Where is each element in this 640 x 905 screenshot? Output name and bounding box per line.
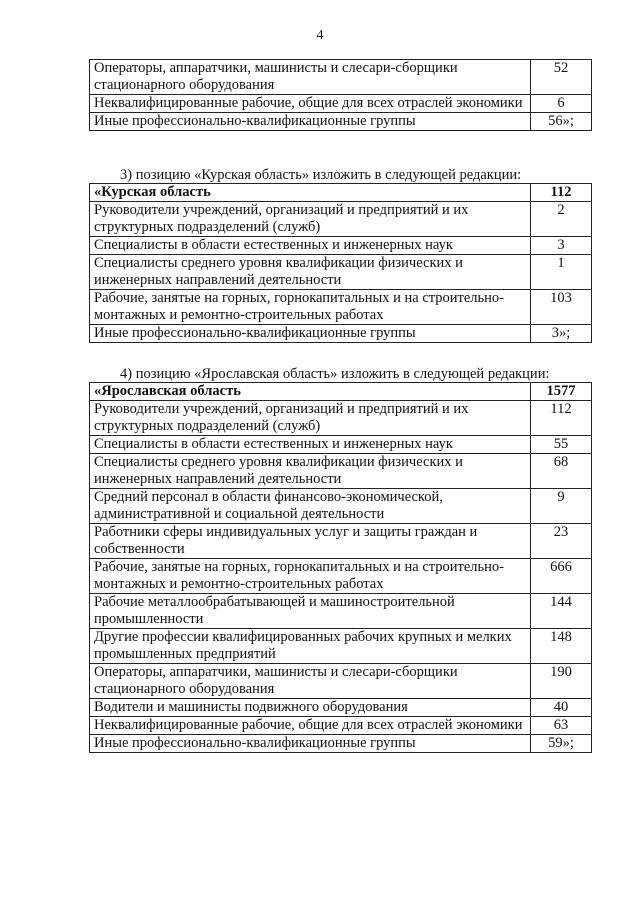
row-value: 68 xyxy=(531,454,592,489)
row-label: Другие профессии квалифицированных рабочих крупных и мелких промышленных предприятий xyxy=(90,629,531,664)
row-value: 55 xyxy=(531,436,592,454)
row-value: 190 xyxy=(531,664,592,699)
row-value: 52 xyxy=(531,60,592,95)
table-row xyxy=(90,255,592,290)
row-value: 2 xyxy=(531,202,592,237)
table-row xyxy=(90,699,592,717)
row-label: Руководители учреждений, организаций и предприятий и их структурных подразделений (служб) xyxy=(90,202,531,237)
table-row xyxy=(90,735,592,753)
table-row xyxy=(90,594,592,629)
region-name: «Ярославская область xyxy=(90,383,531,401)
table-row xyxy=(90,60,592,95)
row-label: Специалисты в области естественных и инженерных наук xyxy=(90,237,531,255)
region-name: «Курская область xyxy=(90,184,531,202)
table-row xyxy=(90,717,592,735)
row-value: 9 xyxy=(531,489,592,524)
table-row xyxy=(90,325,592,343)
yaroslavl-table xyxy=(89,382,592,753)
continuation-table xyxy=(89,59,592,131)
row-value: 144 xyxy=(531,594,592,629)
row-label: Специалисты среднего уровня квалификации физических и инженерных направлений деятельности xyxy=(90,454,531,489)
table-row xyxy=(90,524,592,559)
table-row xyxy=(90,559,592,594)
yaroslavl-intro-paragraph: 4) позицию «Ярославская область» изложить в следующей редакции: xyxy=(120,366,550,382)
kursk-table xyxy=(89,183,592,343)
row-label: Неквалифицированные рабочие, общие для всех отраслей экономики xyxy=(90,95,531,113)
table-row xyxy=(90,237,592,255)
table-row xyxy=(90,401,592,436)
row-value: 148 xyxy=(531,629,592,664)
row-value: 1 xyxy=(531,255,592,290)
region-total: 112 xyxy=(531,184,592,202)
row-value: 103 xyxy=(531,290,592,325)
table-row xyxy=(90,113,592,131)
row-label: Специалисты в области естественных и инженерных наук xyxy=(90,436,531,454)
row-label: Иные профессионально-квалификационные группы xyxy=(90,325,531,343)
row-value: 3 xyxy=(531,237,592,255)
table-row xyxy=(90,290,592,325)
row-value: 59»; xyxy=(531,735,592,753)
row-value: 56»; xyxy=(531,113,592,131)
row-value: 23 xyxy=(531,524,592,559)
row-label: Средний персонал в области финансово-экономической, административной и социальной деятельности xyxy=(90,489,531,524)
table-row xyxy=(90,95,592,113)
row-label: Специалисты среднего уровня квалификации физических и инженерных направлений деятельности xyxy=(90,255,531,290)
table-row xyxy=(90,436,592,454)
region-total: 1577 xyxy=(531,383,592,401)
row-label: Рабочие металлообрабатывающей и машиностроительной промышленности xyxy=(90,594,531,629)
row-label: Иные профессионально-квалификационные группы xyxy=(90,735,531,753)
row-value: 666 xyxy=(531,559,592,594)
table-row xyxy=(90,489,592,524)
table-row xyxy=(90,202,592,237)
row-value: 6 xyxy=(531,95,592,113)
kursk-intro-paragraph: 3) позицию «Курская область» изложить в следующей редакции: xyxy=(120,167,522,183)
row-label: Рабочие, занятые на горных, горнокапитальных и на строительно-монтажных и ремонтно-строительных работах xyxy=(90,290,531,325)
row-value: 3»; xyxy=(531,325,592,343)
row-value: 112 xyxy=(531,401,592,436)
page-number: 4 xyxy=(316,28,324,43)
table-row xyxy=(90,629,592,664)
row-label: Водители и машинисты подвижного оборудования xyxy=(90,699,531,717)
table-row xyxy=(90,664,592,699)
row-label: Иные профессионально-квалификационные группы xyxy=(90,113,531,131)
row-label: Руководители учреждений, организаций и предприятий и их структурных подразделений (служб) xyxy=(90,401,531,436)
table-header-row xyxy=(90,383,592,401)
row-label: Неквалифицированные рабочие, общие для всех отраслей экономики xyxy=(90,717,531,735)
table-header-row xyxy=(90,184,592,202)
row-label: Рабочие, занятые на горных, горнокапитальных и на строительно-монтажных и ремонтно-строительных работах xyxy=(90,559,531,594)
row-value: 63 xyxy=(531,717,592,735)
row-value: 40 xyxy=(531,699,592,717)
row-label: Работники сферы индивидуальных услуг и защиты граждан и собственности xyxy=(90,524,531,559)
row-label: Операторы, аппаратчики, машинисты и слесари-сборщики стационарного оборудования xyxy=(90,60,531,95)
table-row xyxy=(90,454,592,489)
row-label: Операторы, аппаратчики, машинисты и слесари-сборщики стационарного оборудования xyxy=(90,664,531,699)
